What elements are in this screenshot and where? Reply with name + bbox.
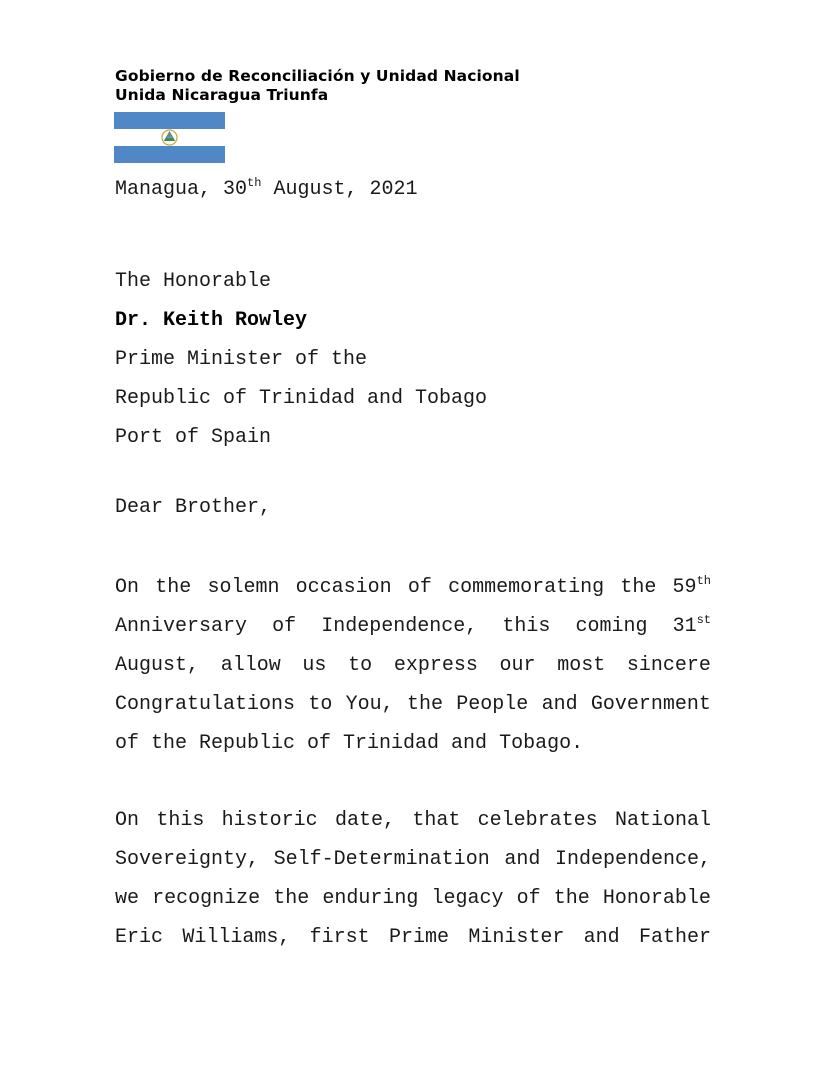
word: Prime [389,926,450,949]
word: legacy [431,887,504,910]
date-ordinal: th [247,176,262,190]
address-line-city: Port of Spain [115,426,272,449]
word: Sovereignty, [115,848,260,871]
address-line-position: Prime Minister of the [115,348,368,371]
paragraph-line [115,646,711,685]
address-line-country: Republic of Trinidad and Tobago [115,387,488,410]
word: Self-Determination [273,848,490,871]
coat-of-arms-icon [162,130,177,145]
paragraph-line [115,840,711,879]
date-day: Managua, 30 [115,178,248,201]
word: Congratulations [115,693,296,716]
word: first [309,926,370,949]
word: of [272,615,297,638]
word: occasion [295,576,392,599]
word: On [115,576,140,599]
word: Honorable [602,887,711,910]
word: and [583,926,620,949]
word: historic [221,809,318,832]
salutation: Dear Brother, [115,496,272,519]
word: the [273,887,310,910]
word: People [456,693,529,716]
word: allow [220,654,281,677]
word: coming [575,615,648,638]
word: solemn [207,576,280,599]
word: we [115,887,140,910]
word: our [499,654,536,677]
word: Government [590,693,711,716]
recipient-address [115,262,487,457]
word: most [557,654,606,677]
nicaragua-flag-icon [114,112,225,163]
word: recognize [152,887,261,910]
word: to [308,693,333,716]
paragraph-line [115,918,711,957]
word: enduring [322,887,419,910]
word: express [393,654,478,677]
paragraph-line [115,607,711,646]
word: the [155,576,192,599]
paragraph-congratulations [115,568,711,763]
word: Minister [468,926,565,949]
word: Williams, [182,926,291,949]
letterhead-line-government: Gobierno de Reconciliación y Unidad Nacional [115,67,520,85]
word: National [614,809,711,832]
paragraph-historic-date [115,801,711,957]
word: Anniversary [115,615,248,638]
address-line-title: The Honorable [115,270,272,293]
word: Eric [115,926,164,949]
paragraph-line [115,685,711,724]
word: You, [345,693,394,716]
word: the [553,887,590,910]
word: Independence, [321,615,478,638]
word: Father [638,926,711,949]
word: date, [334,809,395,832]
word: this [502,615,551,638]
word: the [620,576,657,599]
word: to [348,654,373,677]
word: commemorating [448,576,605,599]
paragraph-line [115,568,711,607]
word: August, [115,654,200,677]
anniversary-number: 59th [672,574,711,599]
recipient-name: Dr. Keith Rowley [115,309,308,332]
word: On [115,809,140,832]
word: us [302,654,327,677]
word: and [504,848,541,871]
word: the [406,693,443,716]
word: this [156,809,205,832]
date-month-year: August, 2021 [261,178,418,201]
letter-date [115,177,417,204]
word: celebrates [477,809,598,832]
paragraph-line: of the Republic of Trinidad and Tobago. [115,732,584,755]
word: and [541,693,578,716]
word: of [516,887,541,910]
paragraph-line [115,879,711,918]
independence-day-number: 31st [672,613,711,638]
word: sincere [626,654,711,677]
word: Independence, [554,848,711,871]
letterhead-line-slogan: Unida Nicaragua Triunfa [115,86,329,104]
paragraph-line [115,801,711,840]
letterhead [115,67,520,105]
word: of [407,576,432,599]
word: that [412,809,461,832]
